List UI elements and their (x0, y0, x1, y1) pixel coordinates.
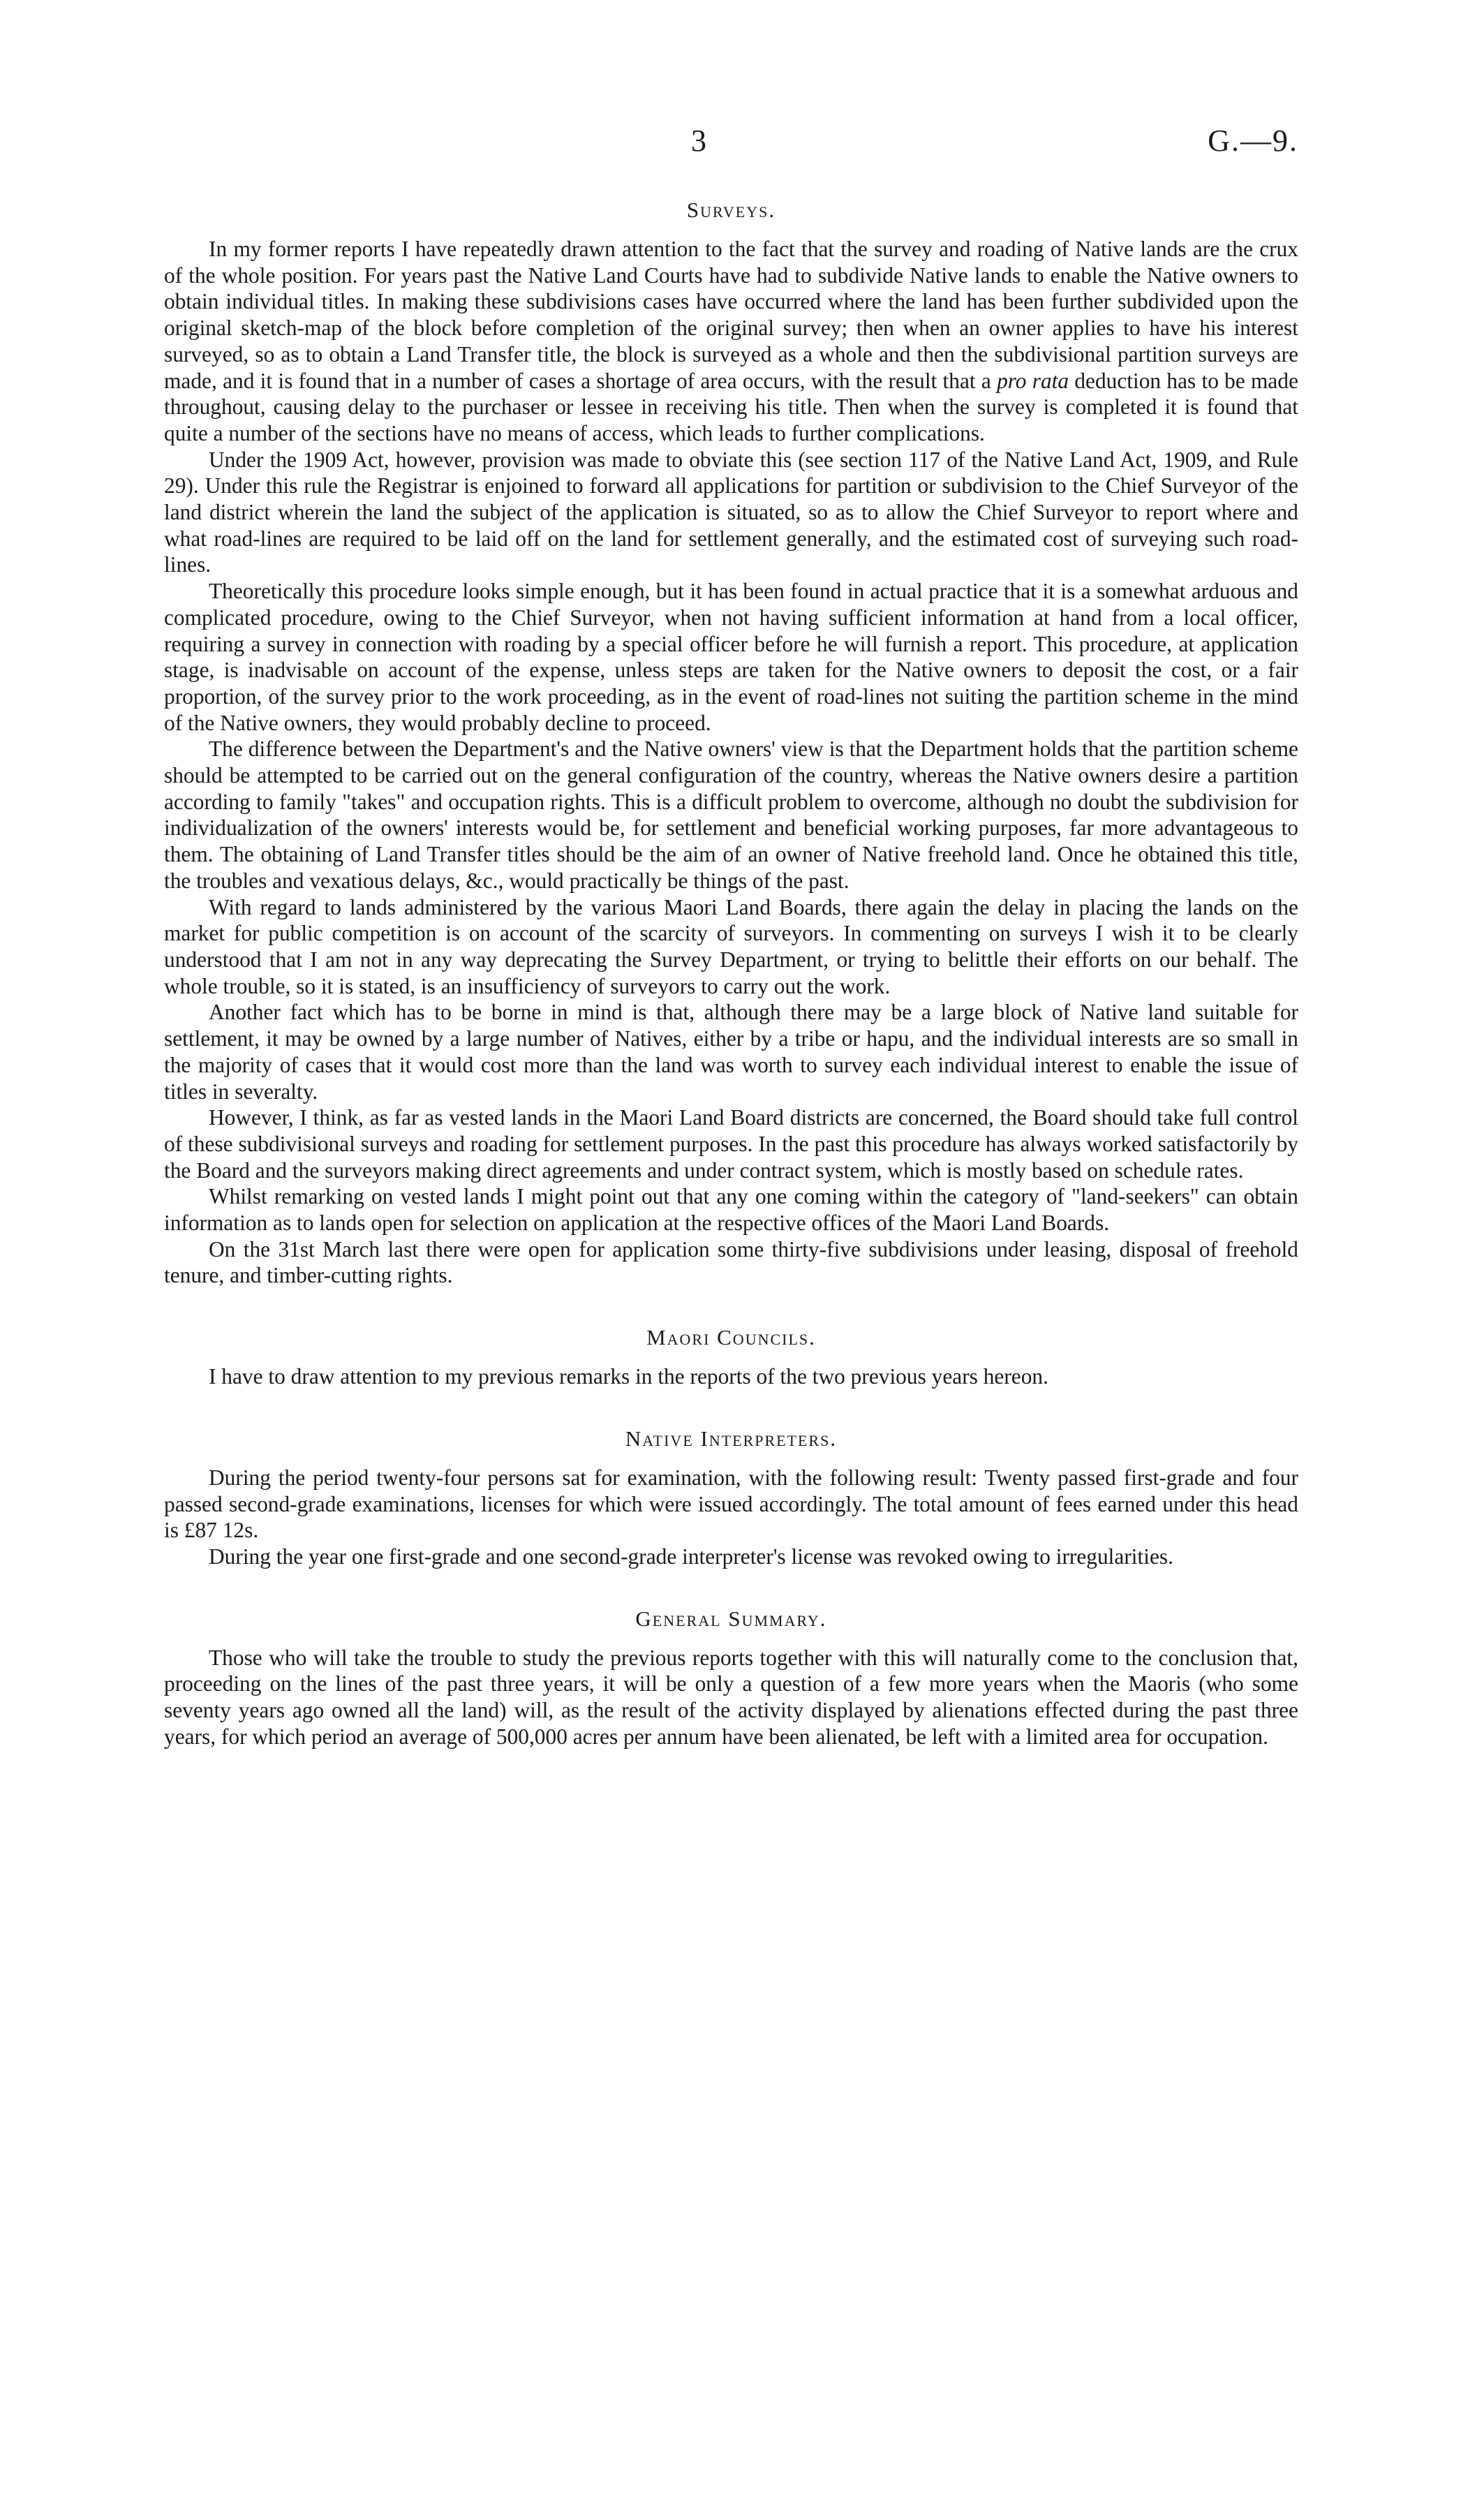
page-number: 3 (691, 124, 706, 158)
section-heading-maori-councils: Maori Councils. (646, 1325, 816, 1350)
paragraph: I have to draw attention to my previous remarks in the reports of the two previous years hereon. (209, 1364, 1048, 1389)
italic-phrase: pro rata (997, 368, 1069, 393)
paragraph: Another fact which has to be borne in mind is that, although there may be a large block of Native land suitable for settlement, it may be owned by a large number of Natives, either by a tribe or hapu, and the individual interests are so small in the majority of cases that it would cost more than the land was worth to survey each individual interest to enable the issue of titles in severalty. (164, 1000, 1298, 1104)
paragraph: With regard to lands administered by the various Maori Land Boards, there again the delay in placing the lands on the market for public competition is on account of the scarcity of surveyors. In commenting on surveys I wish it to be clearly understood that I am not in any way deprecating the Survey Department, or trying to belittle their efforts on our behalf. The whole trouble, so it is stated, is an insufficiency of surveyors to carry out the work. (164, 894, 1298, 998)
paragraph: In my former reports I have repeatedly drawn attention to the fact that the survey and roading of Native lands are the crux of the whole position. For years past the Native Land Courts have had to subdivide Native lands to enable the Native owners to obtain individual titles. In making these subdivisions cases have occurred where the land has been further subdivided upon the original sketch-map of the block before completion of the original survey; then when an owner applies to have his interest surveyed, so as to obtain a Land Transfer title, the block is surveyed as a whole and then the subdivisional partition surveys are made, and it is found that in a number of cases a shortage of area occurs, with the result that a pro rata deduction has to be made throughout, causing delay to the purchaser or lessee in receiving his title. Then when the survey is completed it is found that quite a number of the sections have no means of access, which leads to further complications. (164, 237, 1298, 445)
document-reference: G.—9. (1208, 124, 1298, 158)
section-heading-native-interpreters: Native Interpreters. (625, 1426, 838, 1451)
section-heading-general-summary: General Summary. (635, 1606, 827, 1631)
paragraph: During the period twenty-four persons sat for examination, with the following result: Twenty passed first-grade and four passed second-grade examinations, licenses for which were issued accordingly. The total amount of fees earned under this head is £87 12s. (164, 1465, 1298, 1543)
paragraph: However, I think, as far as vested lands in the Maori Land Board districts are concerned, the Board should take full control of these subdivisional surveys and roading for settlement purposes. In the past this procedure has always worked satisfactorily by the Board and the surveyors making direct agreements and under contract system, which is mostly based on schedule rates. (164, 1105, 1298, 1183)
paragraph: Whilst remarking on vested lands I might point out that any one coming within the category of "land-seekers" can obtain information as to lands open for selection on application at the respective offices of the Maori Land Boards. (164, 1184, 1298, 1236)
paragraph: On the 31st March last there were open for application some thirty-five subdivisions under leasing, disposal of freehold tenure, and timber-cutting rights. (164, 1236, 1298, 1288)
paragraph: The difference between the Department's and the Native owners' view is that the Department holds that the partition scheme should be attempted to be carried out on the general configuration of the country, whereas the Native owners desire a partition according to family "takes" and occupation rights. This is a difficult problem to overcome, although no doubt the subdivision for individualization of the owners' interests would be, for settlement and beneficial working purposes, far more advantageous to them. The obtaining of Land Transfer titles should be the aim of an owner of Native freehold land. Once he obtained this title, the troubles and vexatious delays, &c., would practically be things of the past. (164, 737, 1298, 893)
paragraph: During the year one first-grade and one second-grade interpreter's license was revoked owing to irregularities. (209, 1544, 1173, 1569)
paragraph: Theoretically this procedure looks simple enough, but it has been found in actual practice that it is a somewhat arduous and complicated procedure, owing to the Chief Surveyor, when not having sufficient information at hand from a local officer, requiring a survey in connection with roading by a special officer before he will furnish a report. This procedure, at application stage, is inadvisable on account of the expense, unless steps are taken for the Native owners to deposit the cost, or a fair proportion, of the survey prior to the work proceeding, as in the event of road-lines not suiting the partition scheme in the mind of the Native owners, they would probably decline to proceed. (164, 579, 1298, 735)
paragraph: Under the 1909 Act, however, provision was made to obviate this (see section 117 of the Native Land Act, 1909, and Rule 29). Under this rule the Registrar is enjoined to forward all applications for partition or subdivision to the Chief Surveyor of the land district wherein the land the subject of the application is situated, so as to allow the Chief Surveyor to report where and what road-lines are required to be laid off on the land for settlement generally, and the estimated cost of surveying such road-lines. (164, 447, 1298, 577)
page-body (164, 185, 1298, 1750)
paragraph: Those who will take the trouble to study the previous reports together with this will naturally come to the conclusion that, proceeding on the lines of the past three years, it will be only a question of a few more years when the Maoris (who some seventy years ago owned all the land) will, as the result of the activity displayed by alienations effected during the past three years, for which period an average of 500,000 acres per annum have been alienated, be left with a limited area for occupation. (164, 1645, 1298, 1749)
section-heading-surveys: Surveys. (686, 198, 776, 222)
